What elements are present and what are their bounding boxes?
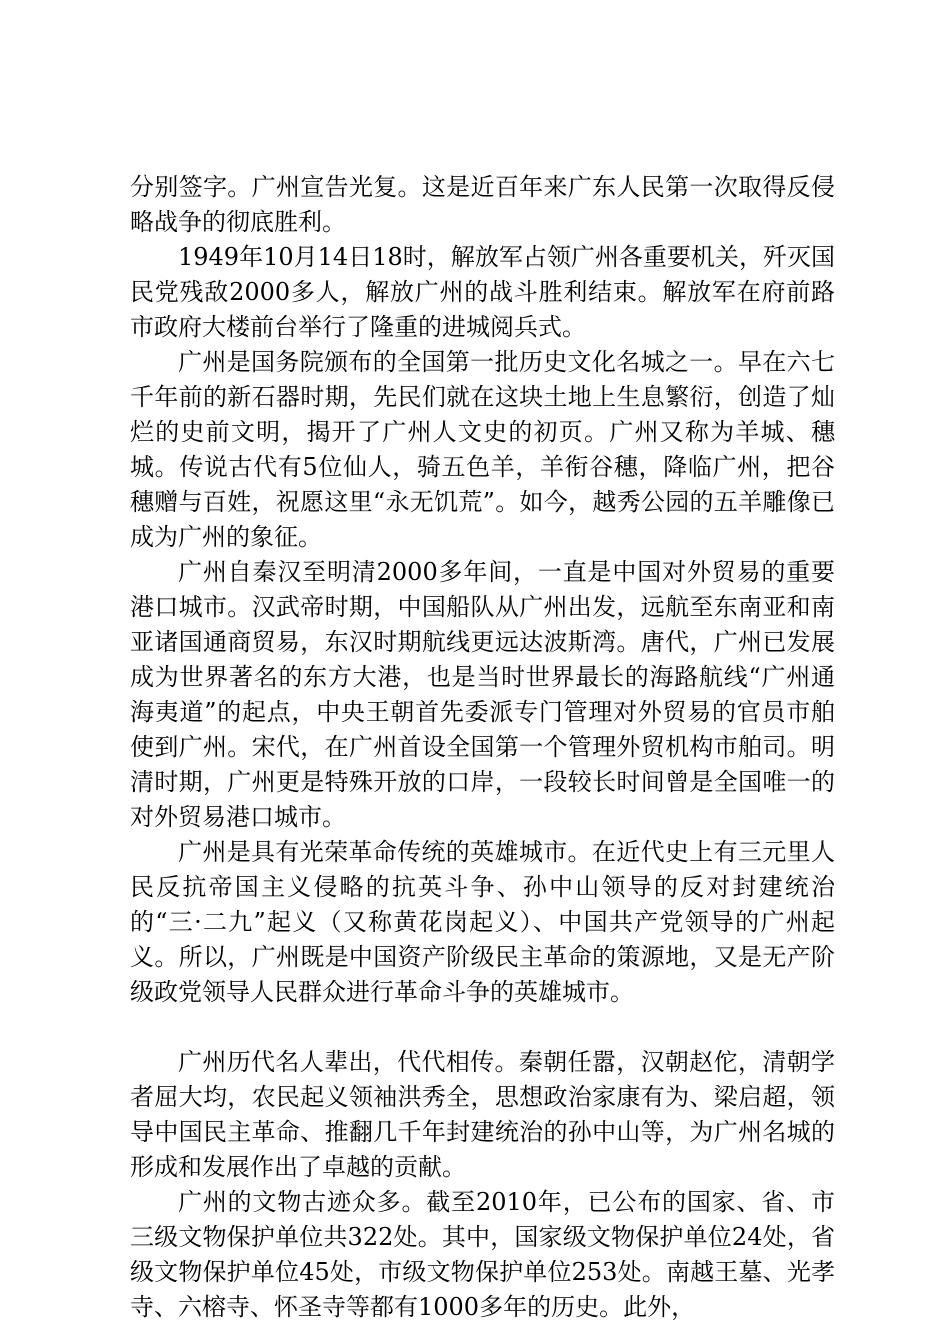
paragraph-spacer bbox=[130, 1010, 835, 1045]
paragraph-famous-people: 广州历代名人辈出，代代相传。秦朝任嚣，汉朝赵佗，清朝学者屈大均，农民起义领袖洪秀全，思想政治家康有为、梁启超，领导中国民主革命、推翻几千年封建统治的孙中山等，为广州名城的形成和发展作出了卓越的贡献。 bbox=[130, 1048, 835, 1181]
paragraph-cultural-relics: 广州的文物古迹众多。截至2010年，已公布的国家、省、市三级文物保护单位共322处。其中，国家级文物保护单位24处，省级文物保护单位45处，市级文物保护单位253处。南越王墓、光孝寺、六榕寺、怀圣寺等都有1000多年的历史。此外， bbox=[130, 1188, 835, 1321]
document-page bbox=[130, 170, 835, 1325]
paragraph-continuation: 分别签字。广州宣告光复。这是近百年来广东人民第一次取得反侵略战争的彻底胜利。 bbox=[130, 173, 835, 236]
paragraph-trade-port: 广州自秦汉至明清2000多年间，一直是中国对外贸易的重要港口城市。汉武帝时期，中国船队从广州出发，远航至东南亚和南亚诸国通商贸易，东汉时期航线更远达波斯湾。唐代，广州已发展成为世界著名的东方大港，也是当时世界最长的海路航线“广州通海夷道”的起点，中央王朝首先委派专门管理对外贸易的官员市舶使到广州。宋代，在广州首设全国第一个管理外贸机构市舶司。明清时期，广州更是特殊开放的口岸，一段较长时间曾是全国唯一的对外贸易港口城市。 bbox=[130, 558, 835, 831]
paragraph-liberation-1949: 1949年10月14日18时，解放军占领广州各重要机关，歼灭国民党残敌2000多人，解放广州的战斗胜利结束。解放军在府前路市政府大楼前台举行了隆重的进城阅兵式。 bbox=[130, 243, 835, 341]
paragraph-historic-city: 广州是国务院颁布的全国第一批历史文化名城之一。早在六七千年前的新石器时期，先民们就在这块土地上生息繁衍，创造了灿烂的史前文明，揭开了广州人文史的初页。广州又称为羊城、穗城。传说古代有5位仙人，骑五色羊，羊衔谷穗，降临广州，把谷穗赠与百姓，祝愿这里“永无饥荒”。如今，越秀公园的五羊雕像已成为广州的象征。 bbox=[130, 348, 835, 551]
paragraph-revolutionary-tradition: 广州是具有光荣革命传统的英雄城市。在近代史上有三元里人民反抗帝国主义侵略的抗英斗争、孙中山领导的反对封建统治的“三·二九”起义（又称黄花岗起义）、中国共产党领导的广州起义。所以，广州既是中国资产阶级民主革命的策源地，又是无产阶级政党领导人民群众进行革命斗争的英雄城市。 bbox=[130, 838, 835, 1006]
